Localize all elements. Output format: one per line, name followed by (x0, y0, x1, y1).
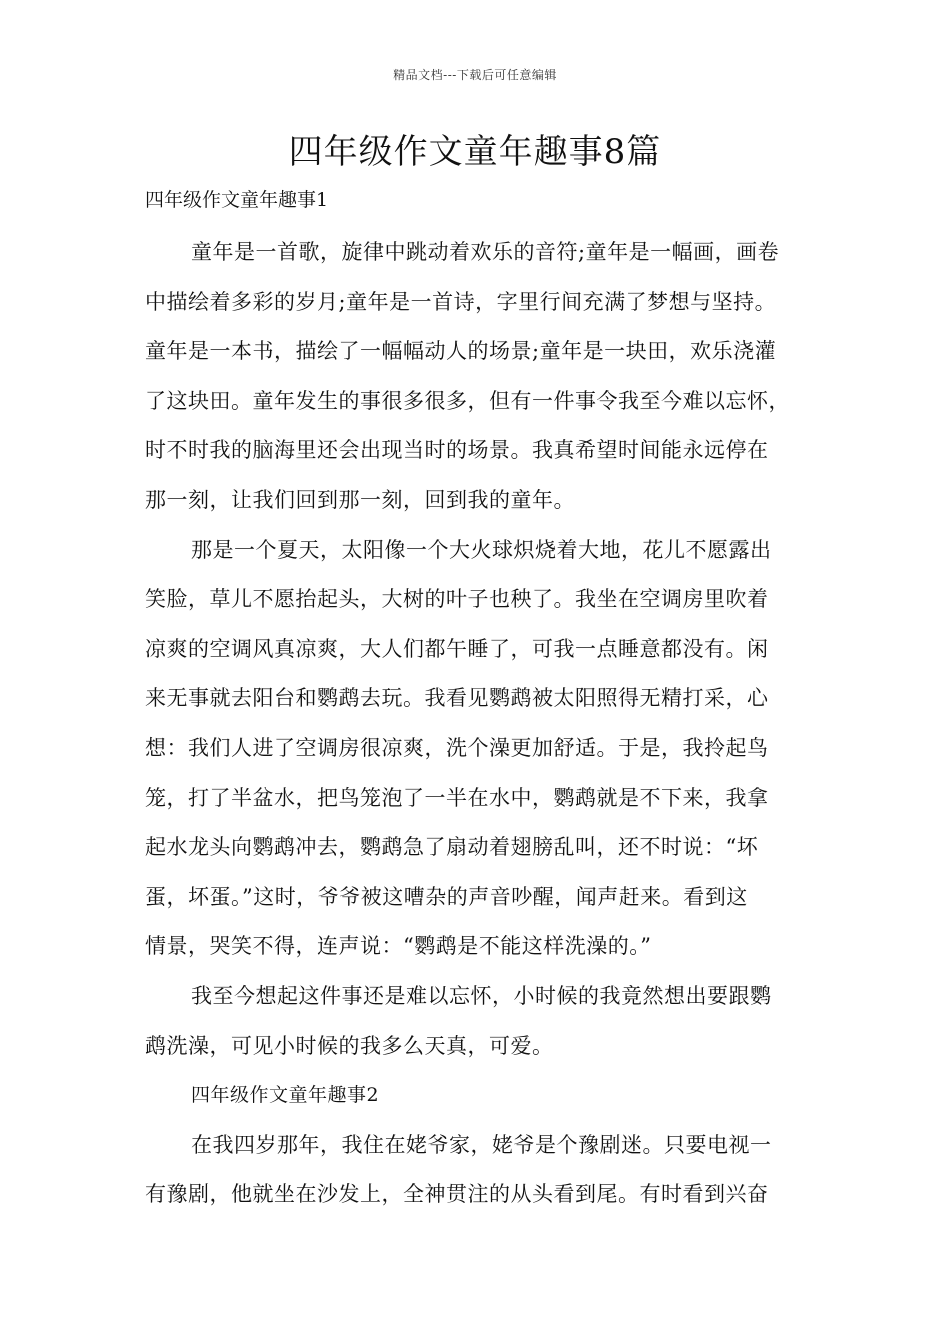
text-line: 了这块田。童年发生的事很多很多，但有一件事令我至今难以忘怀， (145, 388, 790, 413)
text-line: 时不时我的脑海里还会出现当时的场景。我真希望时间能永远停在 (145, 438, 769, 463)
text-line: 我至今想起这件事还是难以忘怀，小时候的我竟然想出要跟鹦 (191, 983, 772, 1008)
text-line: 笼，打了半盆水，把鸟笼泡了一半在水中，鹦鹉就是不下来，我拿 (145, 785, 769, 810)
text-line: 鹉洗澡，可见小时候的我多么天真，可爱。 (145, 1033, 554, 1058)
document-body (145, 228, 805, 1220)
text-line: 那是一个夏天，太阳像一个大火球炽烧着大地，花儿不愿露出 (191, 537, 772, 562)
text-line: 中描绘着多彩的岁月;童年是一首诗，字里行间充满了梦想与坚持。 (145, 289, 777, 314)
header-note: 精品文档---下载后可任意编辑 (393, 68, 557, 82)
document-title: 四年级作文童年趣事8篇 (288, 132, 662, 172)
section-heading-2: 四年级作文童年趣事2 (191, 1084, 380, 1107)
text-line: 那一刻，让我们回到那一刻，回到我的童年。 (145, 487, 575, 512)
text-line: 有豫剧，他就坐在沙发上，全神贯注的从头看到尾。有时看到兴奋 (145, 1182, 769, 1207)
text-line: 来无事就去阳台和鹦鹉去玩。我看见鹦鹉被太阳照得无精打采，心 (145, 686, 769, 711)
text-line: 起水龙头向鹦鹉冲去，鹦鹉急了扇动着翅膀乱叫，还不时说：“坏 (145, 835, 759, 860)
text-line: 童年是一首歌，旋律中跳动着欢乐的音符;童年是一幅画，画卷 (191, 240, 780, 264)
text-line: 童年是一本书，描绘了一幅幅动人的场景;童年是一块田，欢乐浇灌 (145, 339, 777, 364)
section-heading-1: 四年级作文童年趣事1 (145, 189, 329, 211)
text-line: 在我四岁那年，我住在姥爷家，姥爷是个豫剧迷。只要电视一 (191, 1132, 772, 1157)
text-line: 情景，哭笑不得，连声说：“鹦鹉是不能这样洗澡的。” (145, 934, 652, 959)
text-line: 笑脸，草儿不愿抬起头，大树的叶子也秧了。我坐在空调房里吹着 (145, 587, 769, 612)
text-line: 凉爽的空调风真凉爽，大人们都午睡了，可我一点睡意都没有。闲 (145, 636, 769, 661)
text-line: 想：我们人进了空调房很凉爽，洗个澡更加舒适。于是，我拎起鸟 (145, 735, 769, 760)
text-line: 蛋，坏蛋。”这时，爷爷被这嘈杂的声音吵醒，闻声赶来。看到这 (145, 884, 748, 909)
